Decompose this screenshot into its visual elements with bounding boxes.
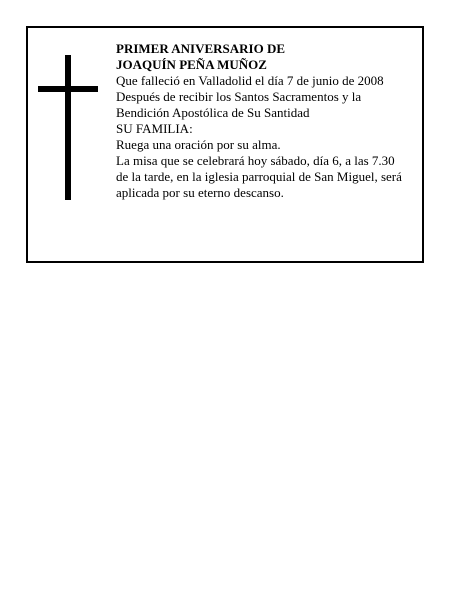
mass-details-line-2: de la tarde, en la iglesia parroquial de San Miguel, será bbox=[116, 169, 402, 184]
death-details: Que falleció en Valladolid el día 7 de junio de 2008 bbox=[116, 73, 384, 88]
sacraments-line-2: Bendición Apostólica de Su Santidad bbox=[116, 105, 310, 120]
cross-vertical-bar bbox=[65, 55, 71, 200]
notice-text bbox=[116, 41, 420, 201]
cross-icon bbox=[38, 55, 98, 200]
deceased-name: JOAQUÍN PEÑA MUÑOZ bbox=[116, 57, 267, 72]
mass-details-line-3: aplicada por su eterno descanso. bbox=[116, 185, 284, 200]
family-heading: SU FAMILIA: bbox=[116, 121, 193, 136]
prayer-request: Ruega una oración por su alma. bbox=[116, 137, 281, 152]
notice-title-line-1: PRIMER ANIVERSARIO DE bbox=[116, 41, 286, 56]
cross-horizontal-bar bbox=[38, 86, 98, 92]
sacraments-line-1: Después de recibir los Santos Sacramentos y la bbox=[116, 89, 362, 104]
obituary-notice bbox=[26, 26, 424, 263]
mass-details-line-1: La misa que se celebrará hoy sábado, día 6, a las 7.30 bbox=[116, 153, 395, 168]
